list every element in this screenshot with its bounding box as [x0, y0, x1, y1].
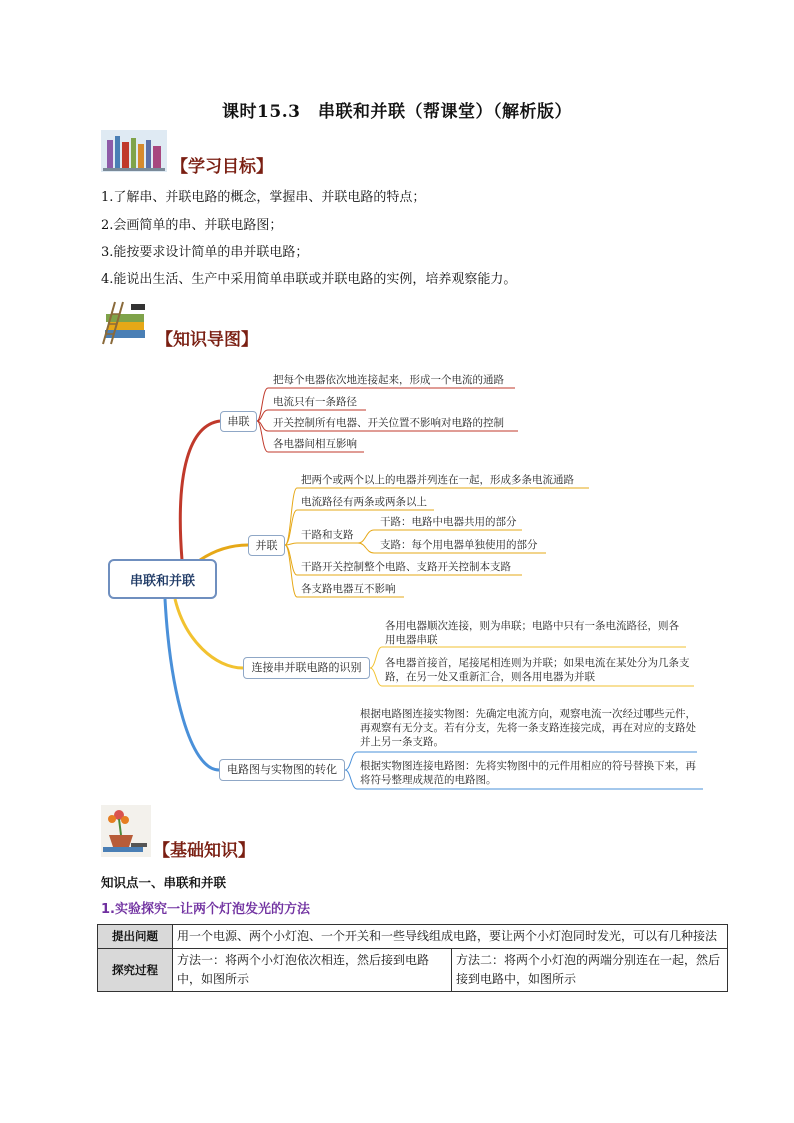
- experiment-table: [97, 924, 728, 992]
- goal-2: 2.会画简单的串、并联电路图；: [101, 218, 283, 233]
- knowledge-point-title: 知识点一、串联和并联: [101, 875, 227, 890]
- series-item-1: 把每个电器依次地连接起来，形成一个电流的通路: [273, 374, 504, 386]
- table-row: [98, 949, 728, 992]
- node-series: 串联: [220, 411, 257, 432]
- identify-item-1: 各用电器顺次连接，则为串联；电路中只有一条电流路径，则各用电器串联: [385, 620, 679, 646]
- goal-3: 3.能按要求设计简单的串并联电路；: [101, 245, 309, 260]
- series-item-3: 开关控制所有电器、开关位置不影响对电路的控制: [273, 417, 504, 429]
- parallel-item-4: 各支路电器互不影响: [301, 583, 396, 595]
- node-parallel: 并联: [248, 535, 285, 556]
- node-convert: 电路图与实物图的转化: [219, 759, 345, 781]
- basics-section-label: 【基础知识】: [153, 841, 255, 861]
- branch-parallel-line: [200, 545, 248, 560]
- parallel-item-2: 电流路径有两条或两条以上: [301, 496, 427, 508]
- mindmap-section-label: 【知识导图】: [156, 330, 258, 350]
- trunk-item-1: 干路：电路中电器共用的部分: [380, 516, 517, 528]
- method-two-cell: 方法二：将两个小灯泡的两端分别连在一起，然后接到电路中，如图所示: [452, 949, 728, 992]
- parallel-trunk-node: 干路和支路: [301, 529, 354, 541]
- page-title: 课时15.3 串联和并联（帮课堂）（解析版）: [222, 102, 572, 122]
- row-head-process: 探究过程: [98, 949, 173, 992]
- question-cell: 用一个电源、两个小灯泡、一个开关和一些导线组成电路，要让两个小灯泡同时发光，可以有几种接法: [173, 925, 728, 949]
- subsection-title: 1.实验探究一让两个灯泡发光的方法: [101, 902, 310, 917]
- mindmap-root: 串联和并联: [108, 559, 217, 599]
- series-item-4: 各电器间相互影响: [273, 438, 357, 450]
- branch-identify-line: [175, 599, 243, 668]
- convert-item-1: 根据电路图连接实物图：先确定电流方向，观察电流一次经过哪些元件，再观察有无分支。若有分支，先将一条支路连接完成，再在对应的支路处并上另一条支路。: [360, 708, 696, 748]
- convert-item-2: 根据实物图连接电路图：先将实物图中的元件用相应的符号替换下来，再将符号整理成规范的电路图。: [360, 760, 696, 786]
- parallel-item-1: 把两个或两个以上的电器并列连在一起，形成多条电流通路: [301, 474, 574, 486]
- table-row: [98, 925, 728, 949]
- node-identify: 连接串并联电路的识别: [243, 657, 370, 679]
- row-head-question: 提出问题: [98, 925, 173, 949]
- series-item-2: 电流只有一条路径: [273, 396, 357, 408]
- goal-4: 4.能说出生活、生产中采用简单串联或并联电路的实例，培养观察能力。: [101, 272, 517, 287]
- method-one-cell: 方法一：将两个小灯泡依次相连，然后接到电路中，如图所示: [173, 949, 452, 992]
- books-icon: [101, 130, 167, 172]
- parallel-item-3: 干路开关控制整个电路、支路开关控制本支路: [301, 561, 511, 573]
- trunk-item-2: 支路：每个用电器单独使用的部分: [380, 539, 538, 551]
- goal-1: 1.了解串、并联电路的概念，掌握串、并联电路的特点；: [101, 190, 426, 205]
- book-stack-icon: [101, 300, 153, 346]
- goals-section-label: 【学习目标】: [171, 157, 273, 177]
- identify-item-2: 各电器首接首，尾接尾相连则为并联；如果电流在某处分为几条支路，在另一处又重新汇合，则各用电器为并联: [385, 657, 690, 683]
- branch-series-line: [180, 421, 220, 560]
- flower-pot-icon: [101, 805, 151, 857]
- branch-convert-line: [165, 599, 219, 770]
